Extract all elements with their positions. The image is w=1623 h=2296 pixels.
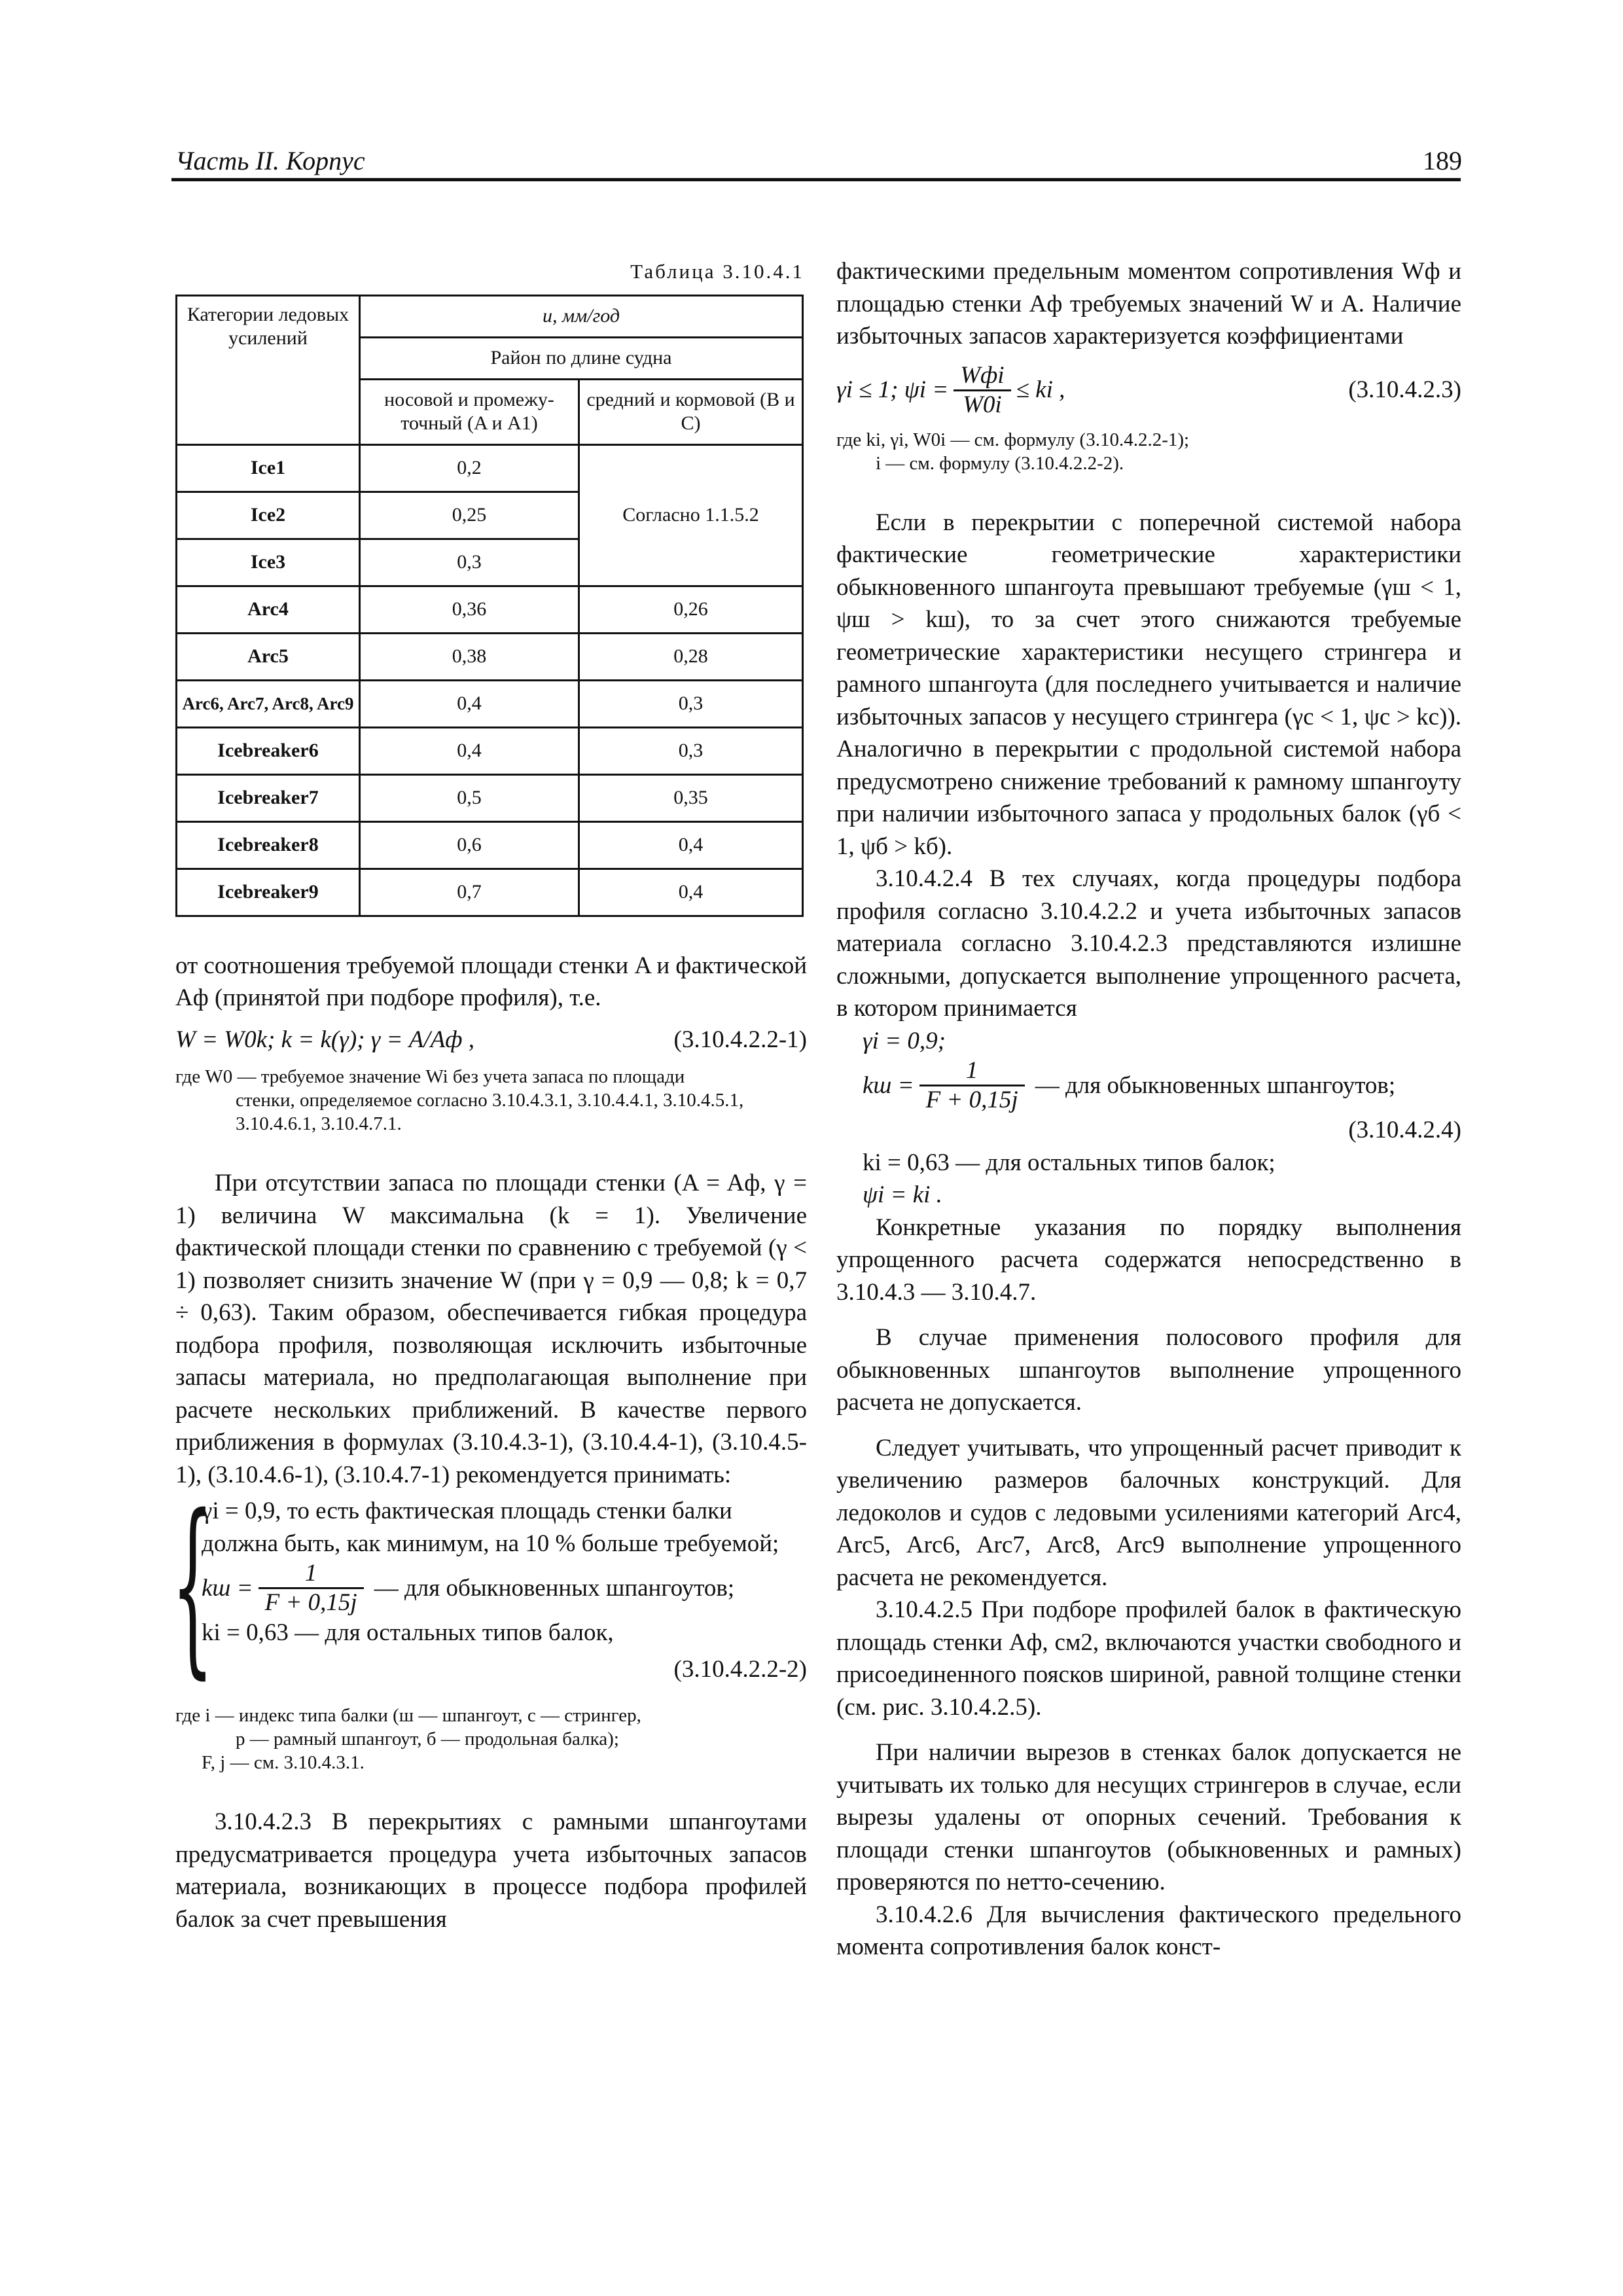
note-line: F, j — см. 3.10.4.3.1. (202, 1752, 365, 1773)
table-cell-value: 0,38 (360, 633, 579, 680)
table-cell-value: 0,3 (579, 680, 803, 727)
paragraph: 3.10.4.2.3 В перекрытиях с рамными шпангоутами предусматривается процедура учета избыточных запасов материала, возникающих в процессе подбора профилей балок за счет превышения (175, 1808, 807, 1933)
table-row (177, 869, 803, 916)
table-cell-category: Arc5 (177, 633, 360, 680)
table-cell-value: 0,36 (360, 586, 579, 633)
paragraph: Следует учитывать, что упрощенный расчет приводит к увеличению размеров балочных конструкций. Для ледоколов и судов с ледовыми усилениями категорий Arc4, Arc5, Arc6, Arc7, Arc8, Arc9 выполнение упрощенного расчета не рекомендуется. (836, 1434, 1461, 1591)
table-row (177, 727, 803, 774)
formula-rhs: — для обыкновенных шпангоутов; (374, 1574, 735, 1602)
paragraph: 3.10.4.2.6 Для вычисления фактического предельного момента сопротивления балок конст- (836, 1901, 1461, 1960)
equation-note (836, 428, 1461, 475)
left-column (171, 255, 807, 1935)
formula-line: γi = 0,9, то есть фактическая площадь стенки балки должна быть, как минимум, на 10 % больше требуемой; (202, 1498, 779, 1557)
table-cell-category: Ice2 (177, 492, 360, 539)
table-cell-category: Ice3 (177, 539, 360, 586)
table-caption: Таблица 3.10.4.1 (630, 260, 804, 283)
fraction-numerator: Wфi (954, 362, 1010, 391)
equation-number: (3.10.4.2.4) (1348, 1117, 1461, 1143)
table-cell-value: 0,26 (579, 586, 803, 633)
note-line: где i — индекс типа балки (ш — шпангоут, с — стрингер, (175, 1705, 641, 1726)
table-header-mid-stern: средний и кормовой (B и C) (579, 379, 803, 444)
equation-lhs: γi ≤ 1; ψi = (836, 376, 949, 404)
table-cell-category: Icebreaker8 (177, 821, 360, 869)
table-cell-value: 0,4 (360, 680, 579, 727)
table-row (177, 774, 803, 821)
paragraph: В случае применения полосового профиля для обыкновенных шпангоутов выполнение упрощенного расчета не допускается. (836, 1324, 1461, 1416)
brace-symbol: { (171, 1475, 214, 1696)
table-row (177, 444, 803, 492)
formula-line: ki = 0,63 — для остальных типов балок, (202, 1619, 614, 1646)
table-row (177, 586, 803, 633)
table-cell-category: Arc4 (177, 586, 360, 633)
equation-body: W = W0k; k = k(γ); γ = A/Aф , (175, 1026, 475, 1053)
fraction-denominator: F + 0,15j (264, 1589, 357, 1616)
paragraph: 3.10.4.2.5 При подборе профилей балок в фактическую площадь стенки Aф, см2, включаются участки свободного и присоединенного поясков шириной, равной толщине стенки (см. рис. 3.10.4.2.5). (836, 1596, 1461, 1721)
formula-line: ki = 0,63 — для остальных типов балок; (863, 1149, 1275, 1176)
table-cell-value: 0,3 (360, 539, 579, 586)
note-line: р — рамный шпангоут, б — продольная балка); (236, 1729, 619, 1749)
table-cell-value: 0,28 (579, 633, 803, 680)
table-cell-value: 0,6 (360, 821, 579, 869)
note-line: стенки, определяемое согласно 3.10.4.3.1, 3.10.4.4.1, 3.10.4.5.1, 3.10.4.6.1, 3.10.4.7.1. (236, 1090, 744, 1134)
formula-line (836, 1057, 1461, 1114)
table-cell-value: 0,2 (360, 444, 579, 492)
paragraph: 3.10.4.2.4 В тех случаях, когда процедуры подбора профиля согласно 3.10.4.2.2 и учета избыточных запасов материала согласно 3.10.4.2.3 представляются излишне сложными, допускается выполнение упрощенного расчета, в котором принимается (836, 865, 1461, 1022)
table-cell-value: 0,4 (360, 727, 579, 774)
formula-lhs: kш = (863, 1071, 914, 1099)
paragraph: Если в перекрытии с поперечной системой набора фактические геометрические характеристики обыкновенного шпангоута превышают требуемые (γш < 1, ψш > kш), то за счет этого снижаются требуемые геометрические характеристики несущего стрингера и рамного шпангоута (для последнего учитывается и наличие избыточных запасов у несущего стрингера (γс < 1, ψс > kс)). Аналогично в перекрытии с продольной системой набора предусмотрено снижение требований к рамному шпангоуту при наличии избыточного запаса у продольных балок (γб < 1, ψб > kб). (836, 509, 1461, 860)
table-cell-merged: Согласно 1.1.5.2 (579, 444, 803, 586)
paragraph: фактическими предельным моментом сопротивления Wф и площадью стенки Aф требуемых значений W и A. Наличие избыточных запасов характеризуется коэффициентами (836, 258, 1461, 350)
page-number: 189 (1423, 146, 1462, 175)
running-header-title: Часть II. Корпус (175, 146, 365, 175)
table-row (177, 680, 803, 727)
table-header-region: Район по длине судна (360, 337, 803, 379)
table-cell-category: Ice1 (177, 444, 360, 492)
table-row (177, 821, 803, 869)
equation-number: (3.10.4.2.2-1) (673, 1026, 807, 1053)
paragraph: При наличии вырезов в стенках балок допускается не учитывать их только для несущих стрингеров в случае, если вырезы удалены от опорных сечений. Требования к площади стенки шпангоутов (обыкновенных и рамных) проверяются по нетто-сечению. (836, 1739, 1461, 1895)
equation-number: (3.10.4.2.3) (1348, 376, 1461, 404)
equation-rhs: ≤ ki , (1016, 376, 1065, 404)
formula-line (202, 1560, 807, 1617)
table-cell-category: Icebreaker6 (177, 727, 360, 774)
note-line: где W0 — требуемое значение Wi без учета запаса по площади (175, 1066, 685, 1087)
fraction (954, 362, 1010, 419)
note-line: где ki, γi, W0i — см. формулу (3.10.4.2.2-1); (836, 429, 1190, 450)
right-column (836, 255, 1461, 1964)
table-header-u: u, мм/год (360, 295, 803, 337)
fraction-denominator: W0i (963, 391, 1002, 418)
equation-3-10-4-2-3 (836, 362, 1461, 419)
fraction-numerator: 1 (259, 1560, 364, 1589)
table-cell-category: Arc6, Arc7, Arc8, Arc9 (177, 680, 360, 727)
table-header-category: Категории ледовых усилений (177, 295, 360, 444)
equation-3-10-4-2-2-1 (175, 1024, 807, 1056)
formula-lhs: kш = (202, 1574, 253, 1602)
formula-rhs: — для обыкновенных шпангоутов; (1035, 1071, 1396, 1099)
header-rule (171, 178, 1461, 181)
equation-number: (3.10.4.2.2-2) (673, 1655, 807, 1683)
fraction-numerator: 1 (919, 1057, 1025, 1086)
table-header-bow: носовой и промежу-точный (A и A1) (360, 379, 579, 444)
paragraph: от соотношения требуемой площади стенки A и фактической Aф (принятой при подборе профиля), т.е. (175, 952, 807, 1011)
fraction-denominator: F + 0,15j (925, 1086, 1018, 1113)
equation-note (175, 1704, 807, 1774)
formula-line: γi = 0,9; (863, 1027, 946, 1054)
note-line: i — см. формулу (3.10.4.2.2-2). (876, 452, 1124, 474)
fraction (919, 1057, 1025, 1114)
table-cell-value: 0,3 (579, 727, 803, 774)
table-cell-category: Icebreaker9 (177, 869, 360, 916)
table-cell-value: 0,7 (360, 869, 579, 916)
paragraph: Конкретные указания по порядку выполнения упрощенного расчета содержатся непосредственно в 3.10.4.3 — 3.10.4.7. (836, 1213, 1461, 1306)
table-cell-value: 0,4 (579, 869, 803, 916)
equation-note (175, 1065, 807, 1136)
table-cell-category: Icebreaker7 (177, 774, 360, 821)
formula-line: ψi = ki . (863, 1181, 942, 1208)
paragraph: При отсутствии запаса по площади стенки (A = Aф, γ = 1) величина W максимальна (k = 1). Увеличение фактической площади стенки по сравнению с требуемой (γ < 1) позволяет снизить значение W (при γ = 0,9 — 0,8; k = 0,7 ÷ 0,63). Таким образом, обеспечивается гибкая процедура подбора профиля, позволяющая исключить избыточные запасы материала, но предполагающая выполнение при расчете нескольких приближений. В качестве первого приближения в формулах (3.10.4.3-1), (3.10.4.4-1), (3.10.4.5-1), (3.10.4.6-1), (3.10.4.7-1) рекомендуется принимать: (175, 1170, 807, 1488)
fraction (259, 1560, 364, 1617)
table-cell-value: 0,25 (360, 492, 579, 539)
table-row (177, 633, 803, 680)
table-cell-value: 0,5 (360, 774, 579, 821)
ice-table (175, 295, 804, 917)
table-cell-value: 0,4 (579, 821, 803, 869)
table-cell-value: 0,35 (579, 774, 803, 821)
